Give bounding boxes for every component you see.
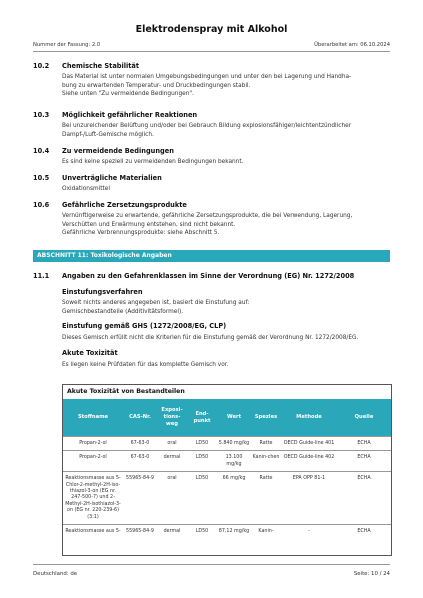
- section-number: 11.1: [33, 272, 50, 280]
- cell-cas: 67-63-0: [123, 437, 157, 451]
- cell-source: ECHA: [337, 472, 391, 525]
- ghs-text: Dieses Gemisch erfüllt nicht die Kriterien für die Einstufung gemäß der Verordnung Nr. 1272/2008/EG.: [62, 335, 359, 341]
- table-row: [63, 437, 391, 451]
- akut-text: Es liegen keine Prüfdaten für das komplette Gemisch vor.: [62, 362, 229, 368]
- cell-value: 87,12 mg/kg: [217, 525, 251, 539]
- cell-route: oral: [157, 472, 187, 525]
- column-header: Methode: [281, 399, 337, 437]
- section-heading: Angaben zu den Gefahrenklassen im Sinne der Verordnung (EG) Nr. 1272/2008: [62, 272, 355, 280]
- section-text: Bei unzureichender Belüftung und/oder bei Gebrauch Bildung explosionsfähiger/leichtentzündlicher Dampf-/Luft-Gemische möglich.: [62, 123, 352, 138]
- acute-toxicity-table: [62, 384, 392, 556]
- footer-page: Seite: 10 / 24: [353, 571, 390, 577]
- subheading-akut: Akute Toxizität: [62, 349, 118, 357]
- version-number: Nummer der Fassung: 2.0: [33, 42, 101, 48]
- header-divider: [33, 51, 390, 52]
- section-text: Vernünftigerweise zu erwartende, gefährliche Zersetzungsprodukte, die bei Verwendung, Lagerung, Verschütten und Erwärmung entstehen, sind nicht bekannt. Gefährliche Verbrennungsprodukte: siehe Abschnitt 5.: [62, 213, 353, 237]
- section-11-band: [33, 250, 390, 262]
- section-number: 10.6: [33, 201, 50, 209]
- cell-value: 5.840 mg/kg: [217, 437, 251, 451]
- cell-endpoint: LD50: [187, 437, 217, 451]
- cell-name: Propan-2-ol: [63, 437, 123, 451]
- cell-endpoint: LD50: [187, 451, 217, 472]
- cell-method: EPA OPP 81-1: [281, 472, 337, 525]
- cell-cas: 55965-84-9: [123, 525, 157, 539]
- section-number: 10.3: [33, 111, 50, 119]
- column-header: Spezies: [251, 399, 281, 437]
- cell-method: OECD Guide-line 402: [281, 451, 337, 472]
- section-11-title: ABSCHNITT 11: Toxikologische Angaben: [37, 252, 172, 259]
- table-row: [63, 451, 391, 472]
- cell-value: 66 mg/kg: [217, 472, 251, 525]
- cell-name: Reaktionsmasse aus 5-Chlor-2-methyl-2H-iso-thiazol-3-on (EG nr. 247-500-7) und 2-Methyl-2H-isothiazol-3-on (EG nr. 220-239-6) (3:1): [63, 472, 123, 525]
- cell-source: ECHA: [337, 525, 391, 539]
- column-header: End- punkt: [187, 399, 217, 437]
- subheading-einstufung: Einstufungsverfahren: [62, 288, 143, 296]
- cell-cas: 55965-84-9: [123, 472, 157, 525]
- section-heading: Zu vermeidende Bedingungen: [62, 147, 174, 155]
- section-text: Es sind keine speziell zu vermeidenden Bedingungen bekannt.: [62, 159, 244, 165]
- section-heading: Gefährliche Zersetzungsprodukte: [62, 201, 187, 209]
- cell-name: Propan-2-ol: [63, 451, 123, 472]
- cell-endpoint: LD50: [187, 472, 217, 525]
- cell-method: OECD Guide-line 401: [281, 437, 337, 451]
- section-number: 10.5: [33, 174, 50, 182]
- column-header: Exposi- tions- weg: [157, 399, 187, 437]
- section-text: Das Material ist unter normalen Umgebungsbedingungen und unter den bei Lagerung und Handha- bung zu erwartenden Temperatur- und Druckbedingungen stabil. Siehe unten "Zu vermeidende Bedingungen".: [62, 74, 352, 98]
- section-text: Oxidationsmittel: [62, 186, 110, 192]
- document-title: Elektrodenspray mit Alkohol: [135, 24, 288, 35]
- table-row: [63, 472, 391, 525]
- revision-date: Überarbeitet am: 06.10.2024: [314, 42, 390, 48]
- cell-species: Kanin-: [251, 525, 281, 539]
- subheading-ghs: Einstufung gemäß GHS (1272/2008/EG, CLP): [62, 322, 227, 330]
- section-heading: Chemische Stabilität: [62, 62, 140, 70]
- cell-value: 13.100 mg/kg: [217, 451, 251, 472]
- table-header-row: [63, 399, 391, 437]
- footer-divider: [33, 564, 390, 565]
- cell-cas: 67-63-0: [123, 451, 157, 472]
- cell-name: Reaktionsmasse aus 5-: [63, 525, 123, 539]
- column-header: Stoffname: [63, 399, 123, 437]
- section-number: 10.4: [33, 147, 50, 155]
- cell-source: ECHA: [337, 451, 391, 472]
- section-heading: Möglichkeit gefährlicher Reaktionen: [62, 111, 198, 119]
- section-heading: Unverträgliche Materialien: [62, 174, 162, 182]
- cell-species: Ratte: [251, 472, 281, 525]
- cell-endpoint: LD50: [187, 525, 217, 539]
- cell-method: -: [281, 525, 337, 539]
- table-grid: [63, 399, 391, 538]
- cell-route: oral: [157, 437, 187, 451]
- cell-route: dermal: [157, 525, 187, 539]
- table-row: [63, 525, 391, 539]
- cell-source: ECHA: [337, 437, 391, 451]
- column-header: Wert: [217, 399, 251, 437]
- column-header: Quelle: [337, 399, 391, 437]
- column-header: CAS-Nr.: [123, 399, 157, 437]
- cell-species: Kanin-chen: [251, 451, 281, 472]
- cell-route: dermal: [157, 451, 187, 472]
- section-number: 10.2: [33, 62, 50, 70]
- table-title: Akute Toxizität von Bestandteilen: [67, 388, 185, 395]
- cell-species: Ratte: [251, 437, 281, 451]
- footer-country: Deutschland: de: [33, 571, 78, 577]
- einstufung-text: Soweit nichts anderes angegeben ist, basiert die Einstufung auf: Gemischbestandteile (Additivitätsformel).: [62, 300, 250, 315]
